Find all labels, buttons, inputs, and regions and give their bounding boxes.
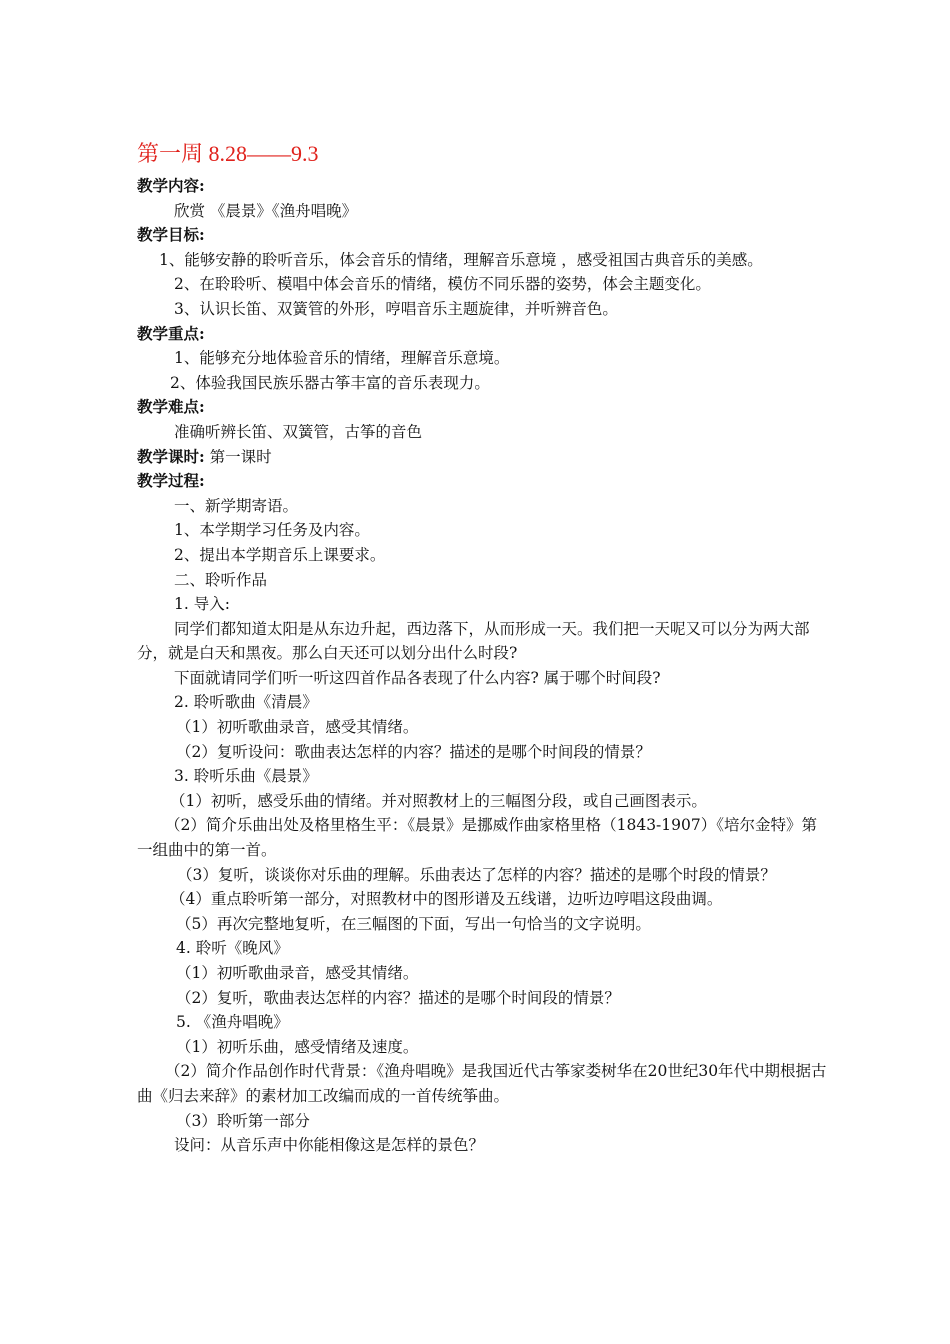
process-line: 5. 《渔舟唱晚》 [176, 1013, 289, 1032]
process-paragraph: 同学们都知道太阳是从东边升起，西边落下，从而形成一天。我们把一天呢又可以分为两大部分，就是白天和黑夜。那么白天还可以划分出什么时段? [137, 619, 810, 663]
week-title: 第一周 8.28——9.3 [137, 141, 319, 166]
process-heading: 教学过程: [137, 471, 205, 491]
difficulty-text: 准确听辨长笛、双簧管，古筝的音色 [174, 422, 423, 441]
key-point-1: 1、能够充分地体验音乐的情绪，理解音乐意境。 [174, 349, 510, 368]
goal-3: 3、认识长笛、双簧管的外形，哼唱音乐主题旋律，并听辨音色。 [174, 299, 618, 318]
process-line: 下面就请同学们听一听这四首作品各表现了什么内容? 属于哪个时间段? [174, 668, 661, 687]
process-line: 一、新学期寄语。 [174, 496, 299, 515]
lesson-content [137, 174, 827, 1158]
content-heading: 教学内容: [137, 176, 205, 195]
period-text: 第一课时 [209, 447, 272, 466]
key-point-2: 2、体验我国民族乐器古筝丰富的音乐表现力。 [170, 373, 490, 392]
difficulty-heading: 教学难点: [137, 397, 205, 417]
process-line: （1）初听乐曲，感受情绪及速度。 [176, 1037, 419, 1056]
process-line: 2、提出本学期音乐上课要求。 [174, 545, 386, 564]
process-line: （5）再次完整地复听，在三幅图的下面，写出一句恰当的文字说明。 [176, 914, 651, 933]
process-line: 2. 聆听歌曲《清晨》 [174, 693, 318, 712]
key-heading: 教学重点: [137, 323, 205, 343]
goal-2: 2、在聆聆听、模唱中体会音乐的情绪，模仿不同乐器的姿势，体会主题变化。 [174, 275, 711, 294]
period-line [137, 445, 827, 470]
process-line: （1）初听，感受乐曲的情绪。并对照教材上的三幅图分段，或自己画图表示。 [170, 791, 707, 810]
process-line: 二、聆听作品 [174, 570, 268, 589]
content-text: 欣赏 《晨景》《渔舟唱晚》 [174, 201, 358, 220]
process-line: （2）复听，歌曲表达怎样的内容？描述的是哪个时间段的情景？ [176, 988, 620, 1007]
process-line: 4. 聆听《晚风》 [176, 939, 289, 958]
process-paragraph: （2）简介作品创作时代背景：《渔舟唱晚》是我国近代古筝家娄树华在20世纪30年代中期根据古曲《归去来辞》的素材加工改编而成的一首传统筝曲。 [137, 1062, 827, 1105]
goals-heading: 教学目标: [137, 225, 205, 245]
goal-1: 1、能够安静的聆听音乐，体会音乐的情绪，理解音乐意境 ，感受祖国古典音乐的美感。 [159, 250, 763, 269]
period-heading: 教学课时: [137, 446, 205, 466]
process-paragraph: （3）复听，谈谈你对乐曲的理解。乐曲表达了怎样的内容？描述的是哪个时段的情景？ [177, 865, 776, 884]
process-line: （3）聆听第一部分 [176, 1111, 310, 1130]
process-line: （2）复听设问：歌曲表达怎样的内容？描述的是哪个时间段的情景？ [176, 742, 651, 761]
process-line: （1）初听歌曲录音，感受其情绪。 [176, 964, 419, 982]
process-line: 1. 导入: [174, 595, 230, 614]
process-paragraph: （2）简介乐曲出处及格里格生平：《晨景》是挪威作曲家格里格（1843-1907）《培尔金特》第一组曲中的第一首。 [137, 816, 817, 860]
process-line: （4）重点聆听第一部分，对照教材中的图形谱及五线谱，边听边哼唱这段曲调。 [170, 890, 723, 909]
process-line: 3. 聆听乐曲《晨景》 [174, 767, 318, 786]
process-line: （1）初听歌曲录音，感受其情绪。 [176, 718, 419, 737]
process-line: 设问：从音乐声中你能相像这是怎样的景色？ [174, 1136, 485, 1155]
process-line: 1、本学期学习任务及内容。 [174, 521, 370, 540]
